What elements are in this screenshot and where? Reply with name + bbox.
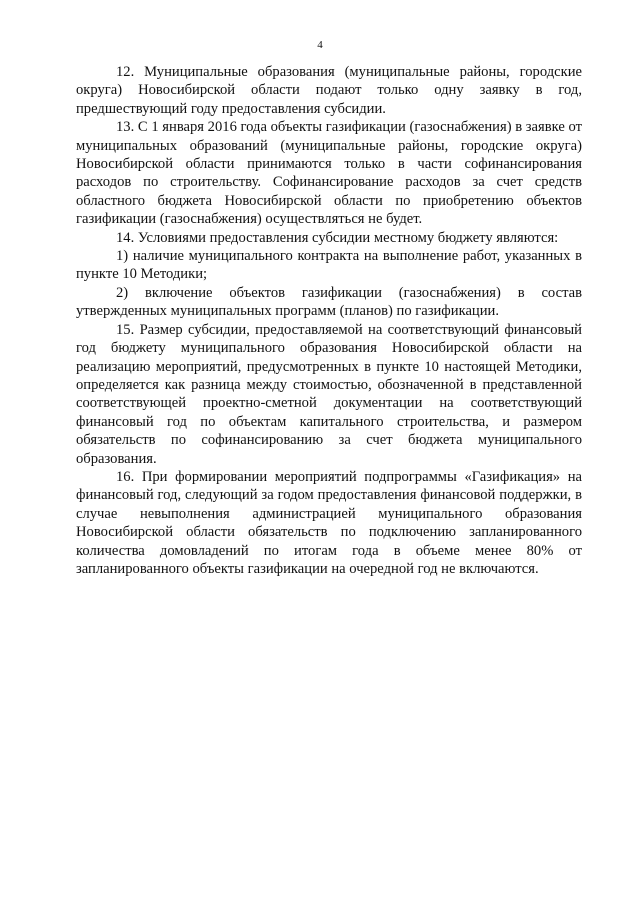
paragraph-15: 15. Размер субсидии, предоставляемой на соответствующий финансовый год бюджету муниципального образования Новосибирской области на реализацию мероприятий, предусмотренных в пункте 10 настоящей Методики, определяется как разница между стоимостью, обозначенной в представленной соответствующей проектно-сметной документации на соответствующий финансовый год по объектам капитального строительства, и размером обязательств по софинансированию за счет бюджета муниципального образования.	[76, 321, 582, 467]
document-body	[76, 63, 582, 578]
paragraph-13: 13. С 1 января 2016 года объекты газификации (газоснабжения) в заявке от муниципальных образований (муниципальные районы, городские округа) Новосибирской области принимаются только в части софинансирования расходов по строительству. Софинансирование расходов за счет средств областного бюджета Новосибирской области по приобретению объектов газификации (газоснабжения) осуществляться не будет.	[76, 119, 582, 228]
page-number: 4	[317, 39, 323, 51]
paragraph-14-item-1: 1) наличие муниципального контракта на выполнение работ, указанных в пункте 10 Методики;	[76, 248, 582, 283]
paragraph-14: 14. Условиями предоставления субсидии местному бюджету являются:	[116, 229, 559, 246]
paragraph-16: 16. При формировании мероприятий подпрограммы «Газификация» на финансовый год, следующий за годом предоставления финансовой поддержки, в случае невыполнения администрацией муниципального образования Новосибирской области обязательств по подключению запланированного количества домовладений по итогам года в объеме менее 80% от запланированного объекты газификации на очередной год не включаются.	[76, 468, 582, 577]
paragraph-12: 12. Муниципальные образования (муниципальные районы, городские округа) Новосибирской области подают только одну заявку в год, предшествующий году предоставления субсидии.	[76, 64, 582, 117]
paragraph-14-item-2: 2) включение объектов газификации (газоснабжения) в состав утвержденных муниципальных программ (планов) по газификации.	[76, 284, 582, 320]
